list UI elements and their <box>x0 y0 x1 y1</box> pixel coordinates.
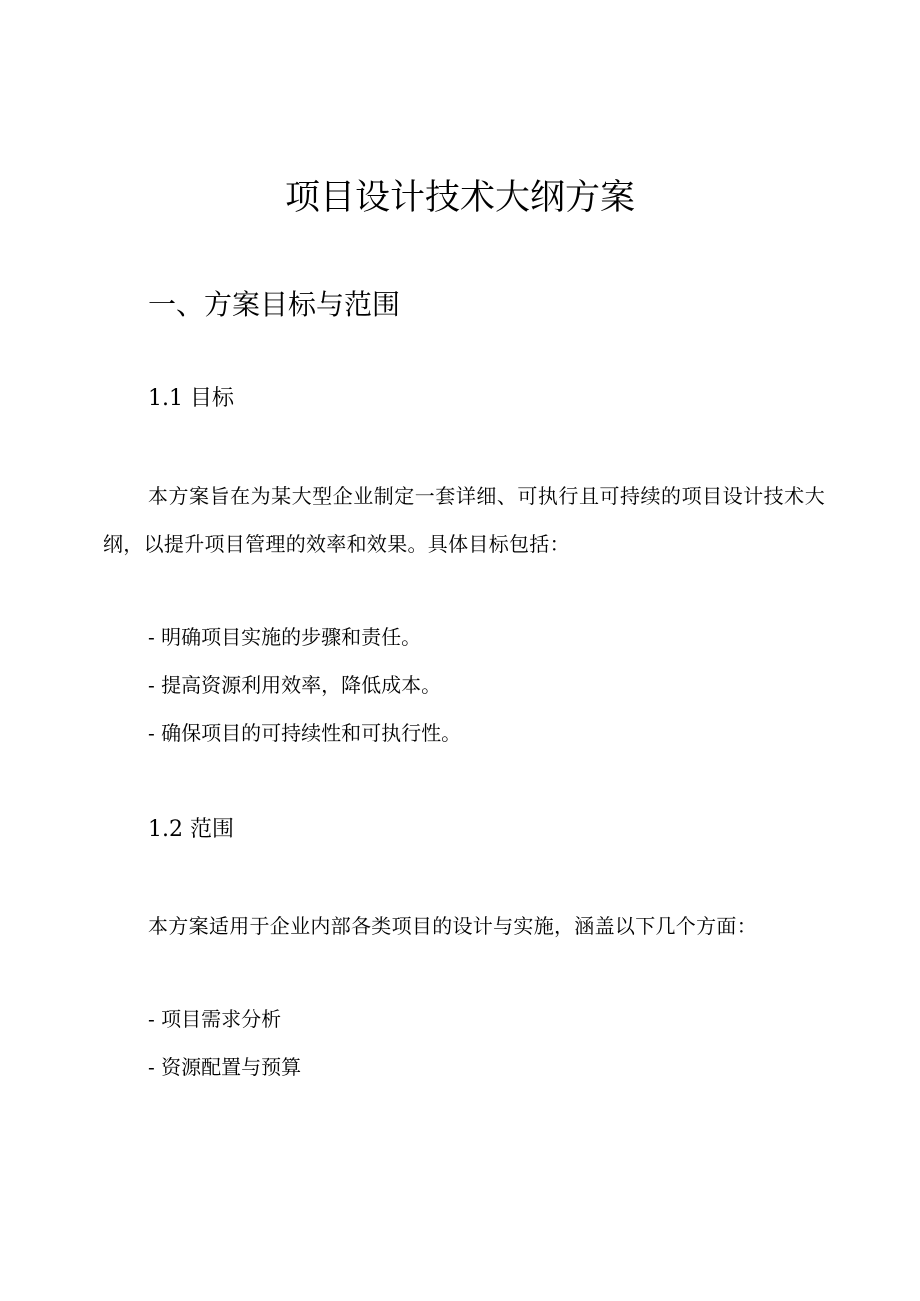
list-item: - 提高资源利用效率，降低成本。 <box>148 673 442 697</box>
list-item: - 明确项目实施的步骤和责任。 <box>148 625 422 649</box>
paragraph-scope: 本方案适用于企业内部各类项目的设计与实施，涵盖以下几个方面： <box>148 914 757 938</box>
subsection-label: 范围 <box>190 817 235 842</box>
subsection-heading-1-2 <box>148 815 234 845</box>
subsection-number: 1.2 <box>148 817 183 842</box>
document-title: 项目设计技术大纲方案 <box>284 178 635 218</box>
list-item: - 确保项目的可持续性和可执行性。 <box>148 721 462 745</box>
goals-list <box>148 613 461 757</box>
list-item: - 资源配置与预算 <box>148 1055 302 1079</box>
section-heading-1: 一、方案目标与范围 <box>148 288 401 321</box>
scope-list <box>148 995 301 1091</box>
list-item: - 项目需求分析 <box>148 1007 282 1031</box>
paragraph-goals: 本方案旨在为某大型企业制定一套详细、可执行且可持续的项目设计技术大纲，以提升项目管理的效率和效果。具体目标包括： <box>103 484 825 556</box>
subsection-label: 目标 <box>190 386 235 411</box>
subsection-heading-1-1 <box>148 384 234 414</box>
subsection-number: 1.1 <box>148 386 183 411</box>
